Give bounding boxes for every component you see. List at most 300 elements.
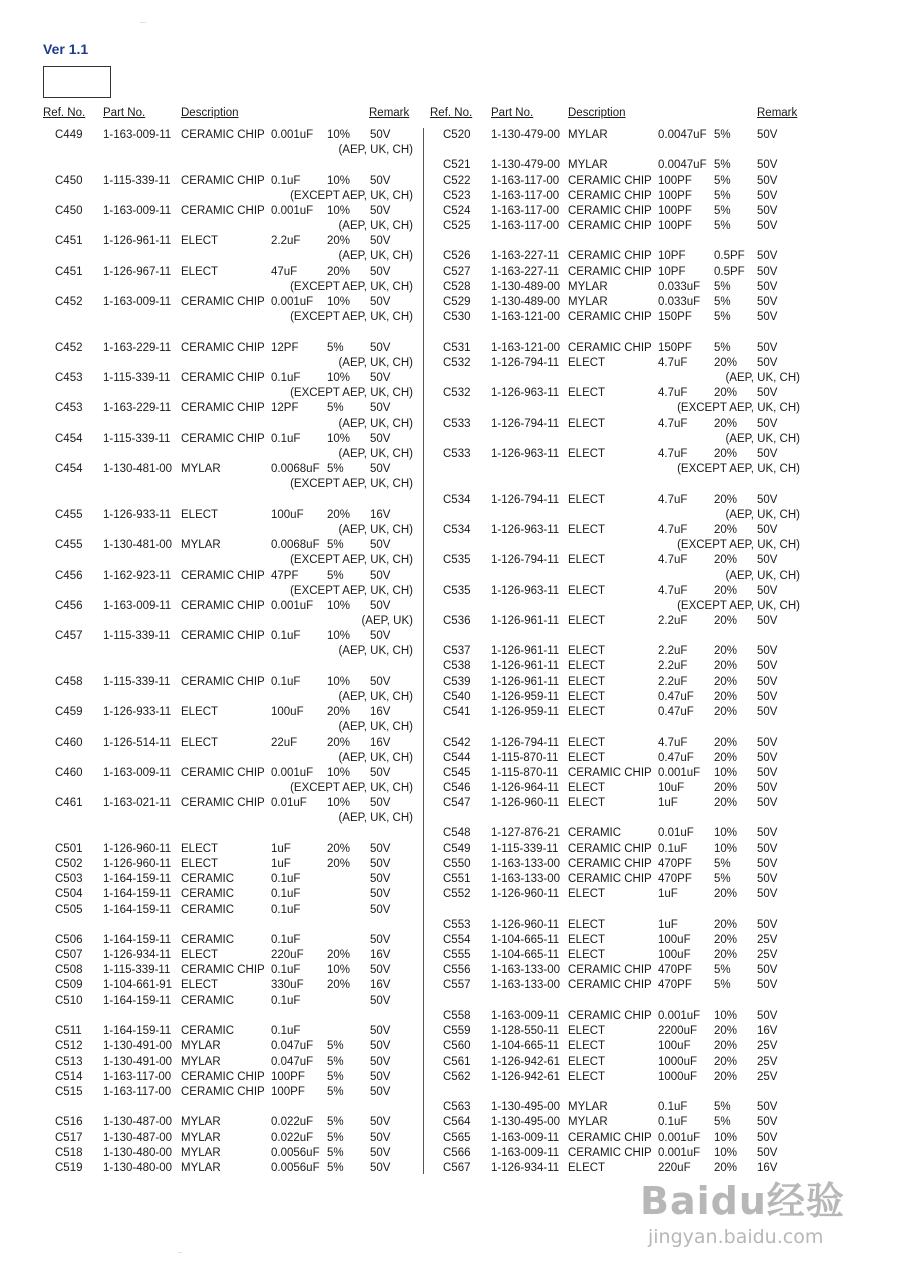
part-row [0,1039,904,1054]
tolerance: 10% [327,767,351,779]
description: CERAMIC CHIP [568,342,652,354]
tolerance: 5% [714,220,731,232]
value: 0.001uF [271,129,314,141]
ref-no: C502 [55,858,83,870]
description: ELECT [568,418,606,430]
value: 0.1uF [271,1025,301,1037]
part-row [0,978,904,993]
region-remark: (EXCEPT AEP, UK, CH) [290,478,413,490]
value: 0.001uF [658,1132,701,1144]
ref-no: C531 [443,342,471,354]
description: ELECT [181,737,219,749]
ref-no: C535 [443,554,471,566]
voltage: 50V [757,767,778,779]
voltage: 50V [757,342,778,354]
value: 4.7uF [658,737,688,749]
voltage: 50V [757,357,778,369]
part-no: 1-130-489-00 [491,281,561,293]
part-row [0,310,904,325]
part-row [0,705,904,720]
description: CERAMIC CHIP [568,266,652,278]
part-no: 1-126-794-11 [491,737,560,749]
part-row [0,994,904,1009]
part-no: 1-130-479-00 [491,159,561,171]
voltage: 50V [757,1116,778,1128]
part-no: 1-126-933-11 [103,706,172,718]
part-row [0,174,904,189]
remark-row [0,569,904,584]
tolerance: 20% [714,448,738,460]
part-no: 1-163-121-00 [491,311,561,323]
region-remark: (EXCEPT AEP, UK, CH) [290,190,413,202]
tolerance: 5% [714,175,731,187]
tolerance: 20% [714,494,738,506]
value: 0.1uF [271,433,301,445]
voltage: 16V [757,1025,778,1037]
value: 0.01uF [271,797,307,809]
voltage: 50V [370,1056,391,1068]
part-row [0,872,904,887]
voltage: 50V [370,570,391,582]
tolerance: 5% [714,873,731,885]
part-no: 1-130-489-00 [491,296,561,308]
part-no: 1-163-009-11 [491,1147,560,1159]
part-no: 1-115-339-11 [103,630,171,642]
description: ELECT [181,979,219,991]
voltage: 16V [757,1162,778,1174]
tolerance: 5% [714,129,731,141]
voltage: 16V [370,737,391,749]
voltage: 50V [370,235,391,247]
region-remark: (AEP, UK, CH) [338,524,413,536]
tolerance: 10% [327,600,351,612]
tolerance: 10% [714,767,738,779]
voltage: 50V [757,827,778,839]
tolerance: 20% [327,235,351,247]
ref-no: C520 [443,129,471,141]
tolerance: 5% [714,342,731,354]
tolerance: 20% [327,706,351,718]
part-no: 1-126-794-11 [491,554,560,566]
voltage: 16V [370,706,391,718]
ref-no: C538 [443,660,471,672]
region-remark: (EXCEPT AEP, UK, CH) [290,281,413,293]
part-row [0,1115,904,1130]
part-no: 1-126-961-11 [491,645,560,657]
part-no: 1-126-961-11 [103,235,172,247]
ref-no: C558 [443,1010,471,1022]
region-remark: (AEP, UK) [361,615,413,627]
description: ELECT [568,357,606,369]
ref-no: C529 [443,296,471,308]
ref-no: C513 [55,1056,83,1068]
voltage: 50V [757,220,778,232]
part-no: 1-126-934-11 [491,1162,560,1174]
ref-no: C532 [443,357,471,369]
part-row [0,644,904,659]
description: CERAMIC CHIP [568,175,652,187]
voltage: 50V [370,858,391,870]
value: 0.1uF [658,1101,688,1113]
voltage: 50V [757,190,778,202]
ref-no: C451 [55,266,83,278]
part-row [0,903,904,918]
value: 100PF [658,220,692,232]
ref-no: C456 [55,600,83,612]
voltage: 50V [370,767,391,779]
voltage: 50V [370,1025,391,1037]
voltage: 50V [757,706,778,718]
ref-no: C536 [443,615,471,627]
ref-no: C554 [443,934,471,946]
description: ELECT [181,858,219,870]
value: 47uF [271,266,298,278]
value: 0.047uF [271,1040,314,1052]
part-row [0,857,904,872]
region-remark: (AEP, UK, CH) [338,144,413,156]
right-header-desc: Description [568,107,626,119]
voltage: 50V [757,524,778,536]
description: ELECT [181,266,219,278]
part-row [0,1131,904,1146]
tolerance: 5% [327,342,344,354]
voltage: 50V [370,539,391,551]
description: CERAMIC CHIP [181,402,265,414]
part-no: 1-126-959-11 [491,691,560,703]
tolerance: 20% [714,797,738,809]
remark-row [0,143,904,158]
ref-no: C516 [55,1116,83,1128]
description: CERAMIC CHIP [181,767,265,779]
part-no: 1-130-479-00 [491,129,561,141]
voltage: 50V [757,387,778,399]
value: 0.001uF [658,767,701,779]
voltage: 50V [757,311,778,323]
part-no: 1-130-491-00 [103,1056,173,1068]
voltage: 50V [370,995,391,1007]
ref-no: C455 [55,539,83,551]
voltage: 50V [757,782,778,794]
tolerance: 20% [714,418,738,430]
description: MYLAR [181,539,221,551]
region-remark: (AEP, UK, CH) [338,752,413,764]
part-row [0,842,904,857]
voltage: 50V [757,843,778,855]
tolerance: 20% [714,949,738,961]
description: ELECT [181,235,219,247]
ref-no: C453 [55,372,83,384]
value: 2.2uF [658,645,688,657]
part-no: 1-126-960-11 [491,919,560,931]
tolerance: 10% [327,630,351,642]
part-no: 1-126-934-11 [103,949,172,961]
voltage: 50V [757,418,778,430]
right-header-remark: Remark [757,107,798,119]
value: 2200uF [658,1025,698,1037]
region-remark: (AEP, UK, CH) [338,220,413,232]
voltage: 25V [757,949,778,961]
ref-no: C534 [443,494,471,506]
ref-no: C450 [55,205,83,217]
part-no: 1-164-159-11 [103,995,172,1007]
part-no: 1-130-491-00 [103,1040,173,1052]
description: CERAMIC CHIP [568,311,652,323]
value: 1uF [658,888,678,900]
right-header-part: Part No. [491,107,534,119]
tolerance: 20% [714,554,738,566]
ref-no: C551 [443,873,471,885]
voltage: 50V [370,342,391,354]
description: CERAMIC CHIP [568,964,652,976]
part-no: 1-126-963-11 [491,585,560,597]
tolerance: 10% [327,175,351,187]
voltage: 50V [370,843,391,855]
value: 100PF [271,1071,305,1083]
part-row [0,826,904,841]
description: CERAMIC CHIP [568,1132,652,1144]
part-no: 1-126-964-11 [491,782,560,794]
tolerance: 10% [714,1010,738,1022]
part-no: 1-126-961-11 [491,676,560,688]
tolerance: 10% [327,372,351,384]
voltage: 50V [757,448,778,460]
value: 4.7uF [658,494,688,506]
value: 4.7uF [658,448,688,460]
remark-row [0,538,904,553]
ref-no: C508 [55,964,83,976]
part-no: 1-163-009-11 [103,296,172,308]
value: 330uF [271,979,304,991]
part-no: 1-163-117-00 [103,1071,172,1083]
tolerance: 20% [714,1040,738,1052]
description: MYLAR [568,1116,608,1128]
part-no: 1-126-514-11 [103,737,172,749]
tolerance: 20% [714,706,738,718]
ref-no: C503 [55,873,83,885]
tolerance: 20% [714,934,738,946]
tolerance: 5% [327,570,344,582]
voltage: 50V [370,630,391,642]
part-row [0,1100,904,1115]
value: 0.0068uF [271,463,320,475]
ref-no: C563 [443,1101,471,1113]
tolerance: 20% [714,1025,738,1037]
description: ELECT [568,676,606,688]
value: 100PF [658,205,692,217]
voltage: 50V [370,1086,391,1098]
tolerance: 0.5PF [714,266,745,278]
part-no: 1-163-229-11 [103,342,172,354]
ref-no: C548 [443,827,471,839]
part-no: 1-163-227-11 [491,250,560,262]
part-row [0,584,904,599]
value: 4.7uF [658,418,688,430]
part-no: 1-127-876-21 [491,827,561,839]
part-no: 1-163-009-11 [103,767,172,779]
left-header-ref: Ref. No. [43,107,86,119]
description: ELECT [568,706,606,718]
scan-mark-bottom: ·· [178,1250,182,1256]
description: ELECT [568,752,606,764]
value: 0.047uF [271,1056,314,1068]
part-no: 1-163-009-11 [491,1132,560,1144]
value: 150PF [658,311,692,323]
description: ELECT [568,660,606,672]
part-row [0,128,904,143]
part-no: 1-130-481-00 [103,463,173,475]
part-no: 1-163-133-00 [491,979,561,991]
ref-no: C457 [55,630,83,642]
description: CERAMIC CHIP [181,676,265,688]
value: 0.001uF [658,1010,701,1022]
tolerance: 20% [327,509,351,521]
description: CERAMIC [181,873,235,885]
part-no: 1-164-159-11 [103,873,172,885]
description: MYLAR [568,281,608,293]
part-no: 1-163-009-11 [103,129,172,141]
ref-no: C552 [443,888,471,900]
tolerance: 5% [714,281,731,293]
voltage: 50V [757,554,778,566]
value: 22uF [271,737,298,749]
ref-no: C544 [443,752,471,764]
version-label: Ver 1.1 [43,41,89,57]
description: ELECT [568,524,606,536]
ref-no: C512 [55,1040,83,1052]
remark-row [0,371,904,386]
region-remark: (AEP, UK, CH) [338,418,413,430]
value: 0.01uF [658,827,694,839]
tolerance: 20% [714,752,738,764]
value: 2.2uF [658,676,688,688]
voltage: 25V [757,1040,778,1052]
tolerance: 5% [327,1040,344,1052]
region-remark: (EXCEPT AEP, UK, CH) [290,387,413,399]
voltage: 50V [370,873,391,885]
tolerance: 20% [327,266,351,278]
part-no: 1-128-550-11 [491,1025,560,1037]
ref-no: C461 [55,797,83,809]
description: MYLAR [568,1101,608,1113]
tolerance: 5% [714,159,731,171]
voltage: 50V [757,979,778,991]
ref-no: C459 [55,706,83,718]
part-no: 1-115-339-11 [103,372,171,384]
region-remark: (EXCEPT AEP, UK, CH) [290,554,413,566]
part-row [0,189,904,204]
tolerance: 10% [327,797,351,809]
value: 0.0047uF [658,129,707,141]
part-no: 1-163-121-00 [491,342,561,354]
part-no: 1-126-963-11 [491,387,560,399]
tolerance: 5% [327,1116,344,1128]
ref-no: C532 [443,387,471,399]
value: 100uF [658,949,691,961]
description: CERAMIC CHIP [181,129,265,141]
voltage: 50V [757,964,778,976]
tolerance: 20% [714,691,738,703]
description: CERAMIC [181,995,235,1007]
ref-no: C522 [443,175,471,187]
blank-box [43,66,111,98]
voltage: 50V [757,1132,778,1144]
voltage: 50V [757,858,778,870]
ref-no: C547 [443,797,471,809]
part-no: 1-115-339-11 [491,843,559,855]
description: ELECT [568,615,606,627]
description: CERAMIC CHIP [181,296,265,308]
part-row [0,659,904,674]
value: 0.033uF [658,296,701,308]
description: CERAMIC CHIP [181,175,265,187]
description: MYLAR [568,159,608,171]
voltage: 50V [370,402,391,414]
voltage: 50V [370,1040,391,1052]
part-row [0,736,904,751]
part-no: 1-126-963-11 [491,448,560,460]
tolerance: 20% [714,615,738,627]
tolerance: 20% [714,737,738,749]
voltage: 50V [370,296,391,308]
part-row [0,417,904,432]
voltage: 50V [757,159,778,171]
value: 0.0056uF [271,1162,320,1174]
voltage: 50V [757,494,778,506]
value: 4.7uF [658,524,688,536]
ref-no: C565 [443,1132,471,1144]
value: 10PF [658,266,686,278]
description: ELECT [181,706,219,718]
part-no: 1-163-009-11 [103,205,172,217]
value: 0.022uF [271,1132,314,1144]
ref-no: C505 [55,904,83,916]
value: 220uF [271,949,304,961]
part-no: 1-126-794-11 [491,418,560,430]
voltage: 50V [757,281,778,293]
description: ELECT [568,585,606,597]
value: 0.1uF [271,676,301,688]
description: ELECT [181,949,219,961]
voltage: 50V [757,296,778,308]
ref-no: C449 [55,129,83,141]
voltage: 50V [370,1116,391,1128]
voltage: 50V [757,873,778,885]
tolerance: 20% [714,387,738,399]
voltage: 50V [757,691,778,703]
voltage: 25V [757,1071,778,1083]
part-row [0,204,904,219]
value: 12PF [271,342,299,354]
part-no: 1-126-933-11 [103,509,172,521]
baidu-watermark [640,1170,870,1260]
voltage: 50V [757,645,778,657]
voltage: 16V [370,509,391,521]
value: 0.47uF [658,752,694,764]
ref-no: C540 [443,691,471,703]
part-no: 1-126-942-61 [491,1056,561,1068]
description: ELECT [568,919,606,931]
tolerance: 0.5PF [714,250,745,262]
region-remark: (EXCEPT AEP, UK, CH) [677,402,800,414]
tolerance: 10% [327,676,351,688]
voltage: 50V [757,615,778,627]
ref-no: C539 [443,676,471,688]
tolerance: 5% [327,1147,344,1159]
value: 0.1uF [271,995,301,1007]
description: ELECT [568,1162,606,1174]
part-no: 1-163-117-00 [491,175,560,187]
voltage: 50V [757,676,778,688]
